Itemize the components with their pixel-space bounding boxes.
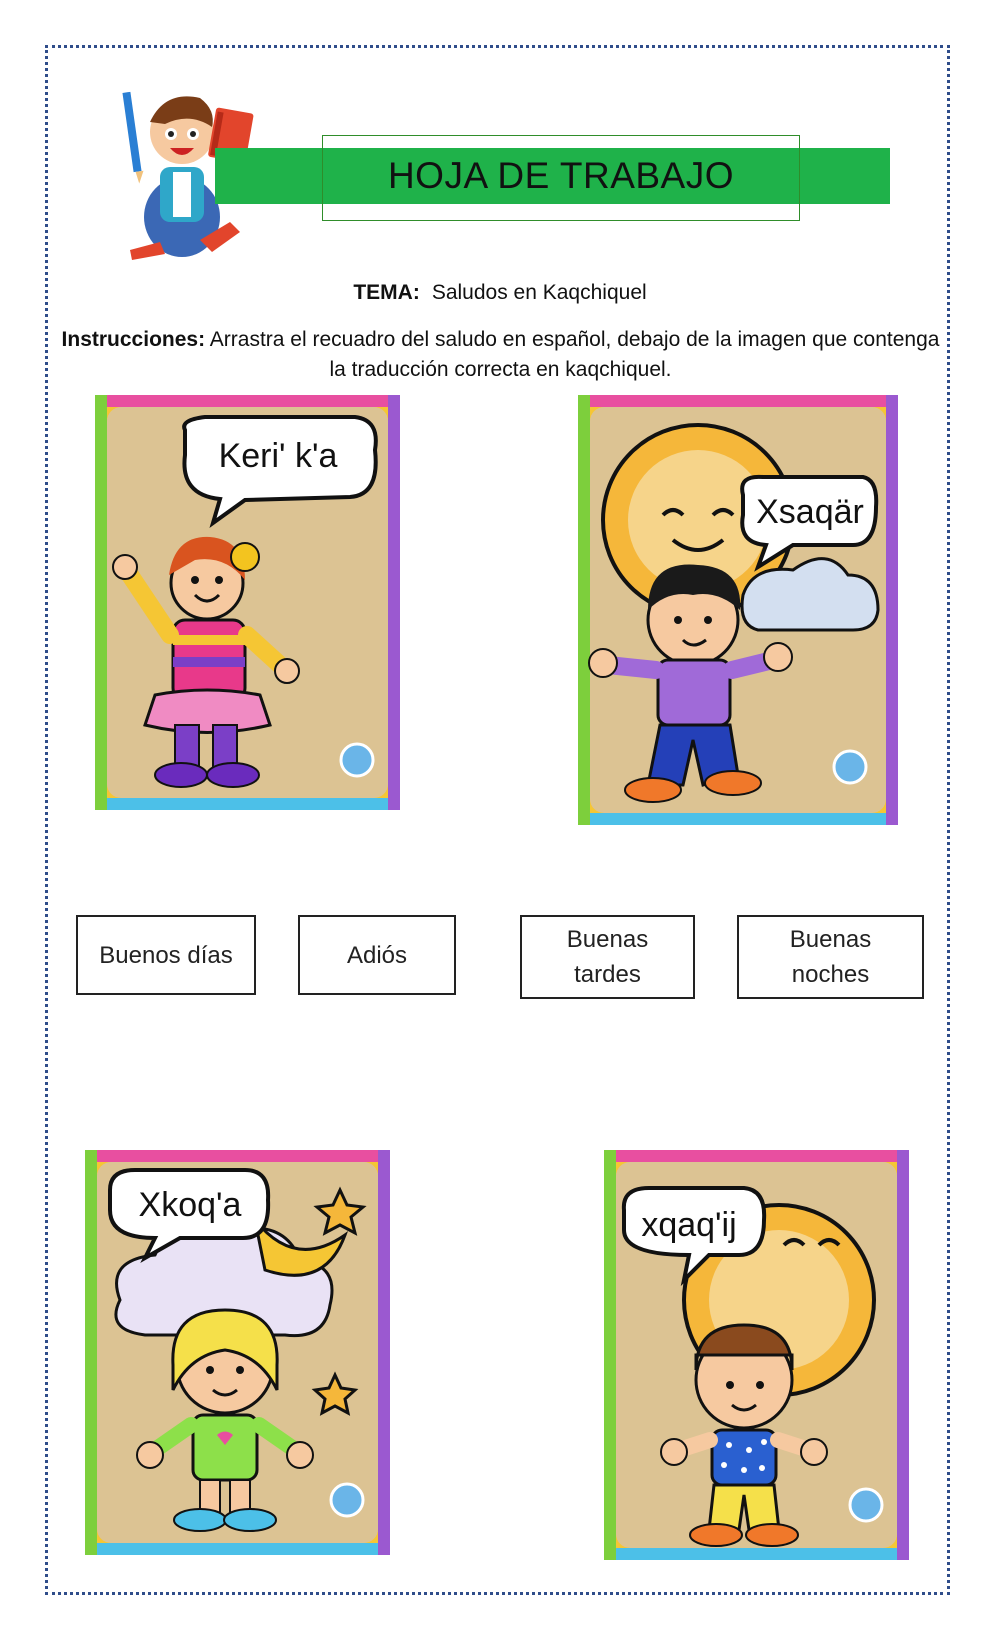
greeting-card-4 — [604, 1150, 909, 1560]
topic-value: Saludos en Kaqchiquel — [431, 281, 647, 304]
answer-box-adios[interactable]: Adiós — [298, 915, 456, 995]
greeting-card-1 — [95, 395, 400, 810]
topic-label: TEMA: — [353, 281, 420, 304]
topic-line — [0, 281, 1000, 305]
instructions — [58, 325, 943, 385]
card-4-greeting: xqaq'ij — [641, 1206, 737, 1244]
card-1-greeting: Keri' k'a — [218, 437, 338, 475]
answer-box-buenos-dias[interactable]: Buenos días — [76, 915, 256, 995]
card-2-greeting: Xsaqär — [756, 493, 864, 531]
answer-box-buenas-noches[interactable]: Buenas noches — [737, 915, 924, 999]
answer-box-buenas-tardes[interactable]: Buenas tardes — [520, 915, 695, 999]
greeting-card-3 — [85, 1150, 390, 1555]
instructions-text: Arrastra el recuadro del saludo en español, debajo de la imagen que contenga la traducción correcta en kaqchiquel. — [209, 328, 940, 381]
greeting-card-2 — [578, 395, 898, 825]
card-3-greeting: Xkoq'a — [138, 1186, 242, 1224]
instructions-label: Instrucciones: — [61, 328, 206, 351]
page-title: HOJA DE TRABAJO — [387, 155, 735, 196]
